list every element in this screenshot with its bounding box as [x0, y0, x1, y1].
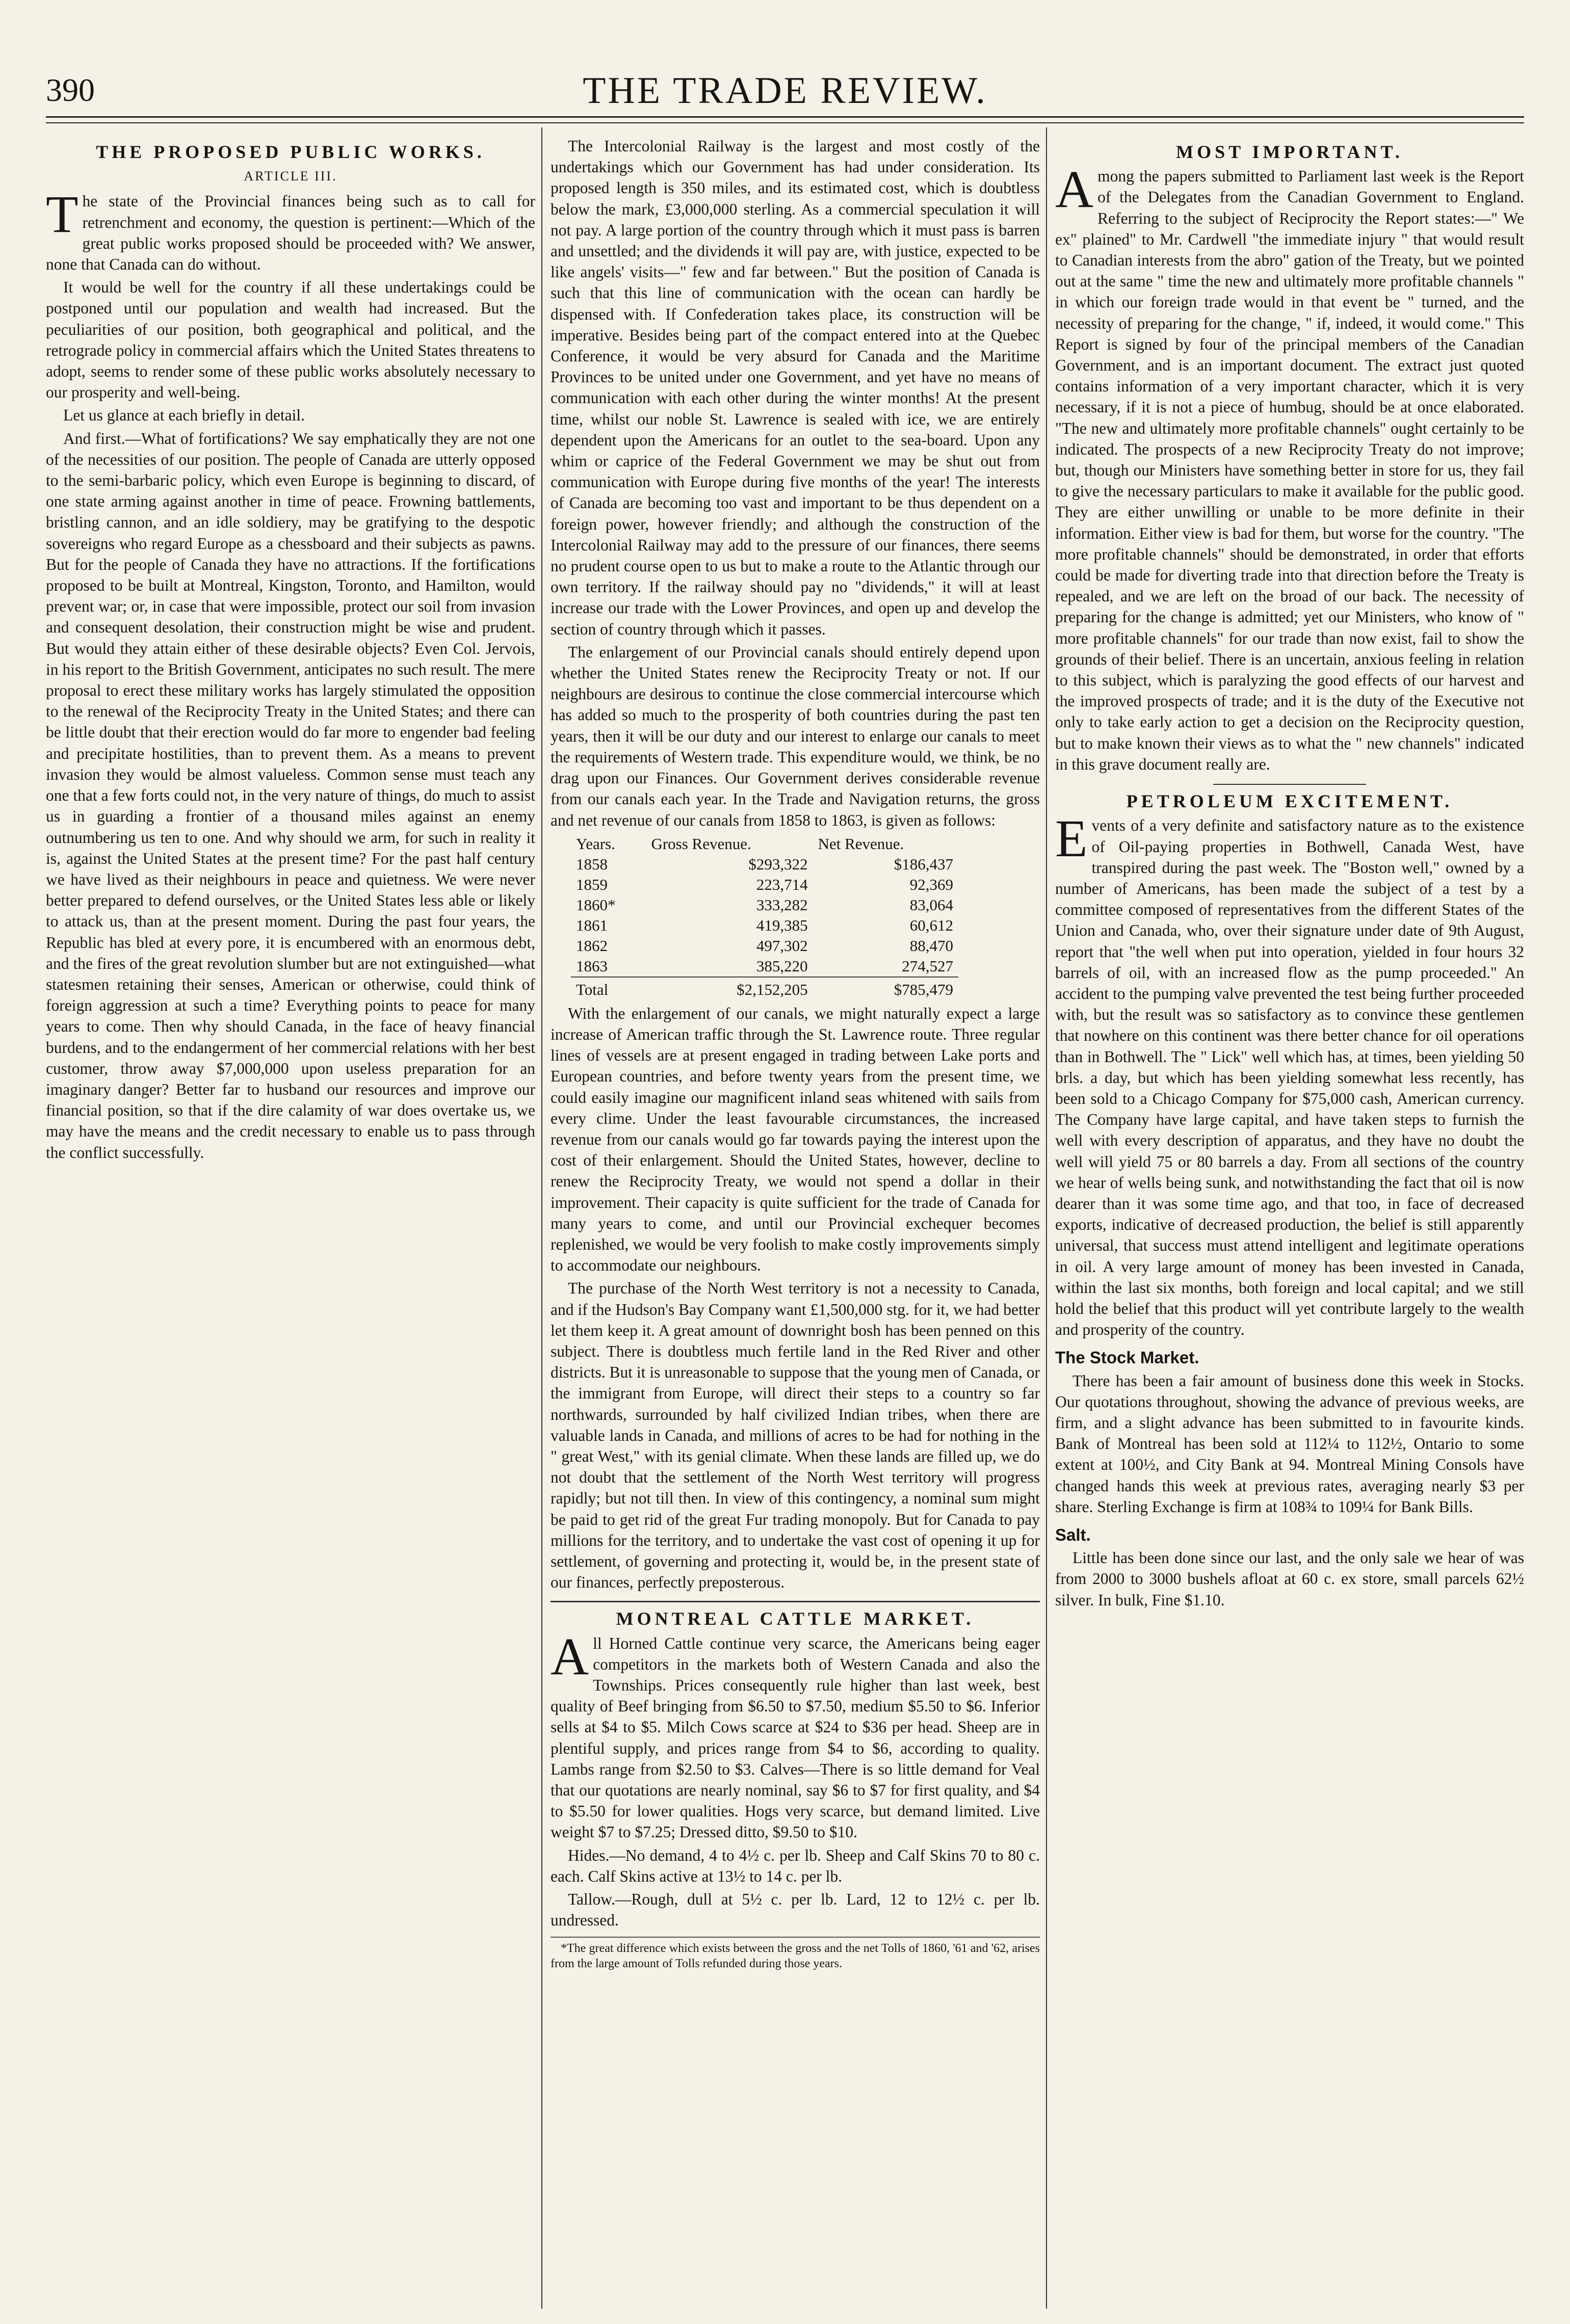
table-cell-net: 92,369	[909, 875, 953, 893]
drop-cap: E	[1055, 809, 1088, 868]
table-header-years: Years.	[576, 834, 615, 853]
section-heading-salt: Salt.	[1055, 1525, 1091, 1544]
table-row	[571, 915, 958, 936]
article-heading-most-important: MOST IMPORTANT.	[1176, 142, 1403, 162]
article-paragraph: There has been a fair amount of business done this week in Stocks. Our quotations throughout, showing the advance of previous weeks, are firm, and a slight advance has been submitted to in favourite kinds. Bank of Montreal has been sold at 112¼ to 112½, Ontario to some extent at 100½, and City Bank at 94. Montreal Mining Consols have changed hands this week at previous rates, averaging nearly $3 per share. Sterling Exchange is firm at 108¾ to 109¼ for Bank Bills.	[1055, 1371, 1524, 1516]
article-paragraph: Little has been done since our last, and the only sale we hear of was from 2000 to 3000 bushels afloat at 60 c. ex store, small parcels 62½ silver. In bulk, Fine $1.10.	[1055, 1549, 1524, 1609]
table-cell-gross: 497,302	[756, 936, 808, 955]
table-cell-gross: 419,385	[756, 916, 808, 934]
article-paragraph: With the enlargement of our canals, we might naturally expect a large increase of American traffic through the St. Lawrence route. Three regular lines of vessels are at present engaged in trading between Lake ports and European countries, and before twenty years from the present time, we could easily imagine our magnificent inland seas whitened with sails from every clime. Under the least favourable circumstances, the increased revenue from our canals would go far towards paying the interest upon the cost of their enlargement. Should the United States, however, decline to renew the Reciprocity Treaty, we would not spend a dollar in their improvement. Their capacity is quite sufficient for the trade of Canada for many years to come, and until our Provincial exchequer becomes replenished, we would be very foolish to make costly improvements simply to accommodate our neighbours.	[551, 1004, 1040, 1275]
article-subheading: ARTICLE III.	[244, 169, 337, 184]
article-paragraph: It would be well for the country if all these undertakings could be postponed until our population and wealth had increased. But the peculiarities of our position, both geographical and political, and the retrograde policy in commercial affairs which the United States threatens to adopt, seems to render some of these public works absolutely necessary to our prosperity and well-being.	[46, 278, 535, 402]
table-cell-total-label: Total	[571, 977, 646, 1000]
drop-cap: A	[551, 1627, 589, 1686]
masthead-rule-top	[46, 116, 1524, 118]
canal-revenue-table	[571, 834, 958, 1000]
table-cell-year: 1862	[576, 936, 608, 955]
article-paragraph	[1055, 160, 1524, 775]
table-cell-gross: $293,322	[748, 855, 808, 873]
table-header-net: Net Revenue.	[818, 834, 904, 853]
table-cell-gross: 333,282	[756, 895, 808, 914]
article-paragraph	[1055, 809, 1524, 1340]
table-cell-year: 1861	[576, 916, 608, 934]
table-cell-year: 1860*	[576, 895, 616, 914]
article-paragraph: And first.—What of fortifications? We say emphatically they are not one of the necessities of our position. The people of Canada are utterly opposed to the semi-barbaric policy, which even Europe is beginning to discard, of one state arming against another in time of peace. Frowning battlements, bristling cannon, and an idle soldiery, may be gratifying to the despotic sovereigns who regard Europe as a chessboard and their subjects as pawns. But for the people of Canada they have no attractions. If the fortifications proposed to be built at Montreal, Kingston, Toronto, and Hamilton, would prevent war; or, in case that were impossible, protect our soil from invasion and consequent desolation, their construction might be wise and prudent. But would they attain either of these desirable objects? Even Col. Jervois, in his report to the British Government, anticipates no such result. The mere proposal to erect these military works has largely stimulated the opposition to the renewal of the Reciprocity Treaty in the United States; and there can be little doubt that their erection would do far more to engender bad feeling and precipitate hostilities, than to prevent them. As a means to prevent invasion they would be almost valueless. Common sense must teach any one that a few forts could not, in the very nature of things, do much to assist us in guarding a frontier of a thousand miles against an enemy outnumbering us ten to one. And why should we arm, for such in reality it is, against the United States at the present time? For the past half century we have lived as their neighbours in peace and quietness. We were never better prepared to defend ourselves, or the United States less able or likely to attack us, than at the present moment. During the past four years, the Republic has bled at every pore, it is encumbered with an enormous debt, and the fires of the great revolution slumber but are not extinguished—what statesmen retaining their senses, American or otherwise, could think of foreign aggression at such a time? Everything points to peace for many years to come. Then why should Canada, in the face of heavy financial burdens, and to the endangerment of her commercial relations with her best customer, throw away $7,000,000 upon useless preparation for an imaginary danger? Better far to husband our resources and improve our financial position, so that if the dire calamity of war does overtake us, we may have the means and the credit necessary to enable us to pass through the conflict successfully.	[46, 429, 535, 1161]
article-heading-public-works: THE PROPOSED PUBLIC WORKS.	[96, 142, 485, 162]
paragraph-text: mong the papers submitted to Parliament last week is the Report of the Delegates from the Canadian Government to England. Referring to the subject of Reciprocity the Report states:—" We ex" plained" to Mr. Cardwell "the immediate injury " that would result to Canadian interests from the abro" gation of the Treaty, but we pointed out at the same " time the new and ultimately more profitable channels " in which our foreign trade would in that event be " turned, and the necessity of preparing for the change, " if, indeed, it would come." This Report is signed by four of the principal members of the Canadian Government, and is an important document. The extract just quoted contains information of a very important character, which it is very necessary, if it is not a piece of humbug, should be at once elaborated. "The new and ultimately more profitable channels" ought certainly to be indicated. The prospects of a new Reciprocity Treaty do not improve; but, though our Ministers have something better in store for us, they fail to give the necessary particulars to make it available for the public good. They are either unwilling or unable to be more definite in their information. Either view is bad for them, but worse for the country. "The more profitable channels" should be demonstrated, in order that efforts could be made for diverting trade into that direction before the Treaty is repealed, and we are left on the broad of our back. The necessity of preparing for the change is admitted; yet our Ministers, who know of " more profitable channels" for our trade than now exist, fail to show the grounds of their belief. There is an uncertain, anxious feeling in relation to this subject, which is paralyzing the good effects of our harvest and the improved prospects of trade; and it is the duty of the Executive not only to take early action to get a decision on the Reciprocity question, but to make known their views as to what the " new channels" indicated in this grave document really are.	[1055, 167, 1524, 773]
paragraph-text: he state of the Provincial finances being such as to call for retrenchment and economy, the question is pertinent:—Which of the great public works proposed should be proceeded with? We answer, none that Canada can do without.	[46, 192, 535, 274]
article-paragraph: The Intercolonial Railway is the largest and most costly of the undertakings which our Government has had under consideration. Its proposed length is 350 miles, and its estimated cost, which is doubtless below the mark, £3,000,000 sterling. As a commercial speculation it will not pay. A large portion of the country through which it must pass is barren and unsettled; and the dividends it will pay are, with justice, expected to be like angels' visits—" few and far between." But the position of Canada is such that this line of communication with the ocean can hardly be dispensed with. If Confederation takes place, its construction will be imperative. Besides being part of the compact entered into at the Quebec Conference, it would be very absurd for Canada and the Maritime Provinces to be united under one Government, and yet have no means of communication with each other during the winter months! At the present time, whilst our noble St. Lawrence is sealed with ice, we are entirely dependent upon the Americans for an outlet to the sea-board. Upon any whim or caprice of the Federal Government we may be shut out from communication with Europe during five months of the year! The interests of Canada are becoming too vast and important to be thus dependent on a foreign power, however friendly; and although the construction of the Intercolonial Railway may add to the pressure of our finances, there seems no prudent course open to us but to make a route to the Atlantic through our own territory. If the railway should pay no "dividends," it will at least increase our trade with the Lower Provinces, and open up and develop the section of country through which it passes.	[551, 137, 1040, 638]
drop-cap: A	[1055, 160, 1094, 219]
publication-title: THE TRADE REVIEW.	[583, 70, 987, 112]
column-divider	[1046, 127, 1047, 2309]
masthead	[46, 66, 1524, 117]
section-heading-stock-market: The Stock Market.	[1055, 1348, 1199, 1367]
table-header-gross: Gross Revenue.	[651, 834, 751, 853]
table-row	[571, 895, 958, 915]
column-3	[1055, 136, 1524, 1613]
article-paragraph: The purchase of the North West territory is not a necessity to Canada, and if the Hudson's Bay Company want £1,500,000 stg. for it, we had better let them keep it. A great amount of downright bosh has been penned on this subject. There is doubtless much fertile land in the Red River and other districts. But it is unreasonable to suppose that the young men of Canada, or the immigrant from Europe, will direct their steps to a country so far northwards, surrounded by half civilized Indian tribes, when there are valuable lands in Canada, and millions of acres to be had for nothing in the " great West," with its genial climate. When these lands are filled up, we do not doubt that the settlement of the North West territory will progress rapidly; but not till then. In view of this contingency, a nominal sum might be paid to get rid of the great Fur trading monopoly. But for Canada to pay millions for the territory, and to undertake the vast cost of opening it up for settlement, of governing and protecting it, would be, in the present state of our finances, perfectly preposterous.	[551, 1279, 1040, 1592]
table-cell-year: 1859	[576, 875, 608, 893]
article-paragraph	[551, 1627, 1040, 1843]
table-cell-year: 1863	[576, 957, 608, 975]
section-rule	[1213, 784, 1366, 785]
article-paragraph: Let us glance at each briefly in detail.	[63, 406, 305, 425]
table-cell-net: $186,437	[894, 855, 953, 873]
table-cell-net: 274,527	[902, 957, 953, 975]
table-row	[571, 875, 958, 895]
paragraph-text: vents of a very definite and satisfactory nature as to the existence of Oil-paying properties in Bothwell, Canada West, have transpired during the past week. The "Boston well," owned by a number of Americans, has been made the subject of a test by a committee composed of representatives from the different States of the Union and Canada, who, over their signature under date of 9th August, report that "the well when put into operation, yielded in four hours 32 barrels of oil, with an increased flow as the pump proceeded." An accident to the pumping valve prevented the test being further proceeded with, but the result was so satisfactory as to convince these gentlemen that nowhere on this continent was there better chance for oil operations than in Bothwell. The " Lick" well which has, at times, been yielding 50 brls. a day, but which has been yielding somewhat less recently, has been sold to a Chicago Company for $75,000 cash, American currency. The Company have large capital, and have taken steps to furnish the well with every description of apparatus, and they have no doubt the well will yield 75 or 80 barrels a day. From all sections of the country we hear of wells being sunk, and notwithstanding the fact that oil is now dearer than it was some time ago, and that too, in face of decreased exports, indicative of decreased production, the belief is still apparently universal, that success must attend intelligent and legitimate operations in oil. A very large amount of money has been invested in Canada, within the last six months, both foreign and local capital; and we still hold the belief that this product will yet contribute largely to the wealth and prosperity of the country.	[1055, 816, 1524, 1339]
article-paragraph: Hides.—No demand, 4 to 4½ c. per lb. Sheep and Calf Skins 70 to 80 c. each. Calf Skins active at 13½ to 14 c. per lb.	[551, 1846, 1040, 1885]
column-divider	[541, 127, 542, 2309]
drop-cap: T	[46, 185, 78, 244]
masthead-rule-bottom	[46, 122, 1524, 123]
section-rule	[551, 1601, 1040, 1602]
paragraph-text: ll Horned Cattle continue very scarce, the Americans being eager competitors in the markets both of Western Canada and also the Townships. Prices consequently rule higher than last week, best quality of Beef bringing from $6.50 to $7.50, medium $5.50 to $6. Inferior sells at $4 to $5. Milch Cows scarce at $24 to $36 per head. Sheep are in plentiful supply, and prices range from $4 to $6, according to quality. Lambs range from $2.50 to $3. Calves—There is so little demand for Veal that our quotations are nearly nominal, say $6 to $7 for first quality, and $4 to $5.50 for lower qualities. Hogs very scarce, but demand limited. Live weight $7 to $7.25; Dressed ditto, $9.50 to $10.	[551, 1634, 1040, 1841]
footnote	[551, 1937, 1040, 1971]
page-number: 390	[46, 72, 95, 108]
table-cell-net: 88,470	[909, 936, 953, 955]
table-cell-gross: 385,220	[756, 957, 808, 975]
article-paragraph	[46, 185, 535, 275]
column-2	[551, 136, 1040, 1973]
table-cell-total-gross: $2,152,205	[646, 977, 813, 1000]
table-row	[571, 956, 958, 977]
table-cell-net: 83,064	[909, 895, 953, 914]
table-cell-gross: 223,714	[756, 875, 808, 893]
table-row	[571, 854, 958, 875]
article-paragraph: Tallow.—Rough, dull at 5½ c. per lb. Lard, 12 to 12½ c. per lb. undressed.	[551, 1890, 1040, 1930]
article-heading-cattle-market: MONTREAL CATTLE MARKET.	[616, 1608, 975, 1629]
footnote-text: *The great difference which exists between the gross and the net Tolls of 1860, '61 and '62, arises from the large amount of Tolls refunded during those years.	[551, 1942, 1040, 1971]
article-paragraph: The enlargement of our Provincial canals should entirely depend upon whether the United States renew the Reciprocity Treaty or not. If our neighbours are desirous to continue the close commercial intercourse which has added so much to the prosperity of both countries during the past ten years, then it will be our duty and our interest to enlarge our canals to meet the requirements of Western trade. This expenditure would, we think, be no drag upon our Finances. Our Government derives considerable revenue from our canals each year. In the Trade and Navigation returns, the gross and net revenue of our canals from 1858 to 1863, is given as follows:	[551, 643, 1040, 829]
table-header-row	[571, 834, 958, 854]
table-cell-total-net: $785,479	[813, 977, 958, 1000]
article-heading-petroleum: PETROLEUM EXCITEMENT.	[1126, 791, 1453, 812]
column-1	[46, 136, 535, 1165]
table-cell-net: 60,612	[909, 916, 953, 934]
table-row	[571, 936, 958, 956]
table-cell-year: 1858	[576, 855, 608, 873]
table-total-row	[571, 977, 958, 1000]
